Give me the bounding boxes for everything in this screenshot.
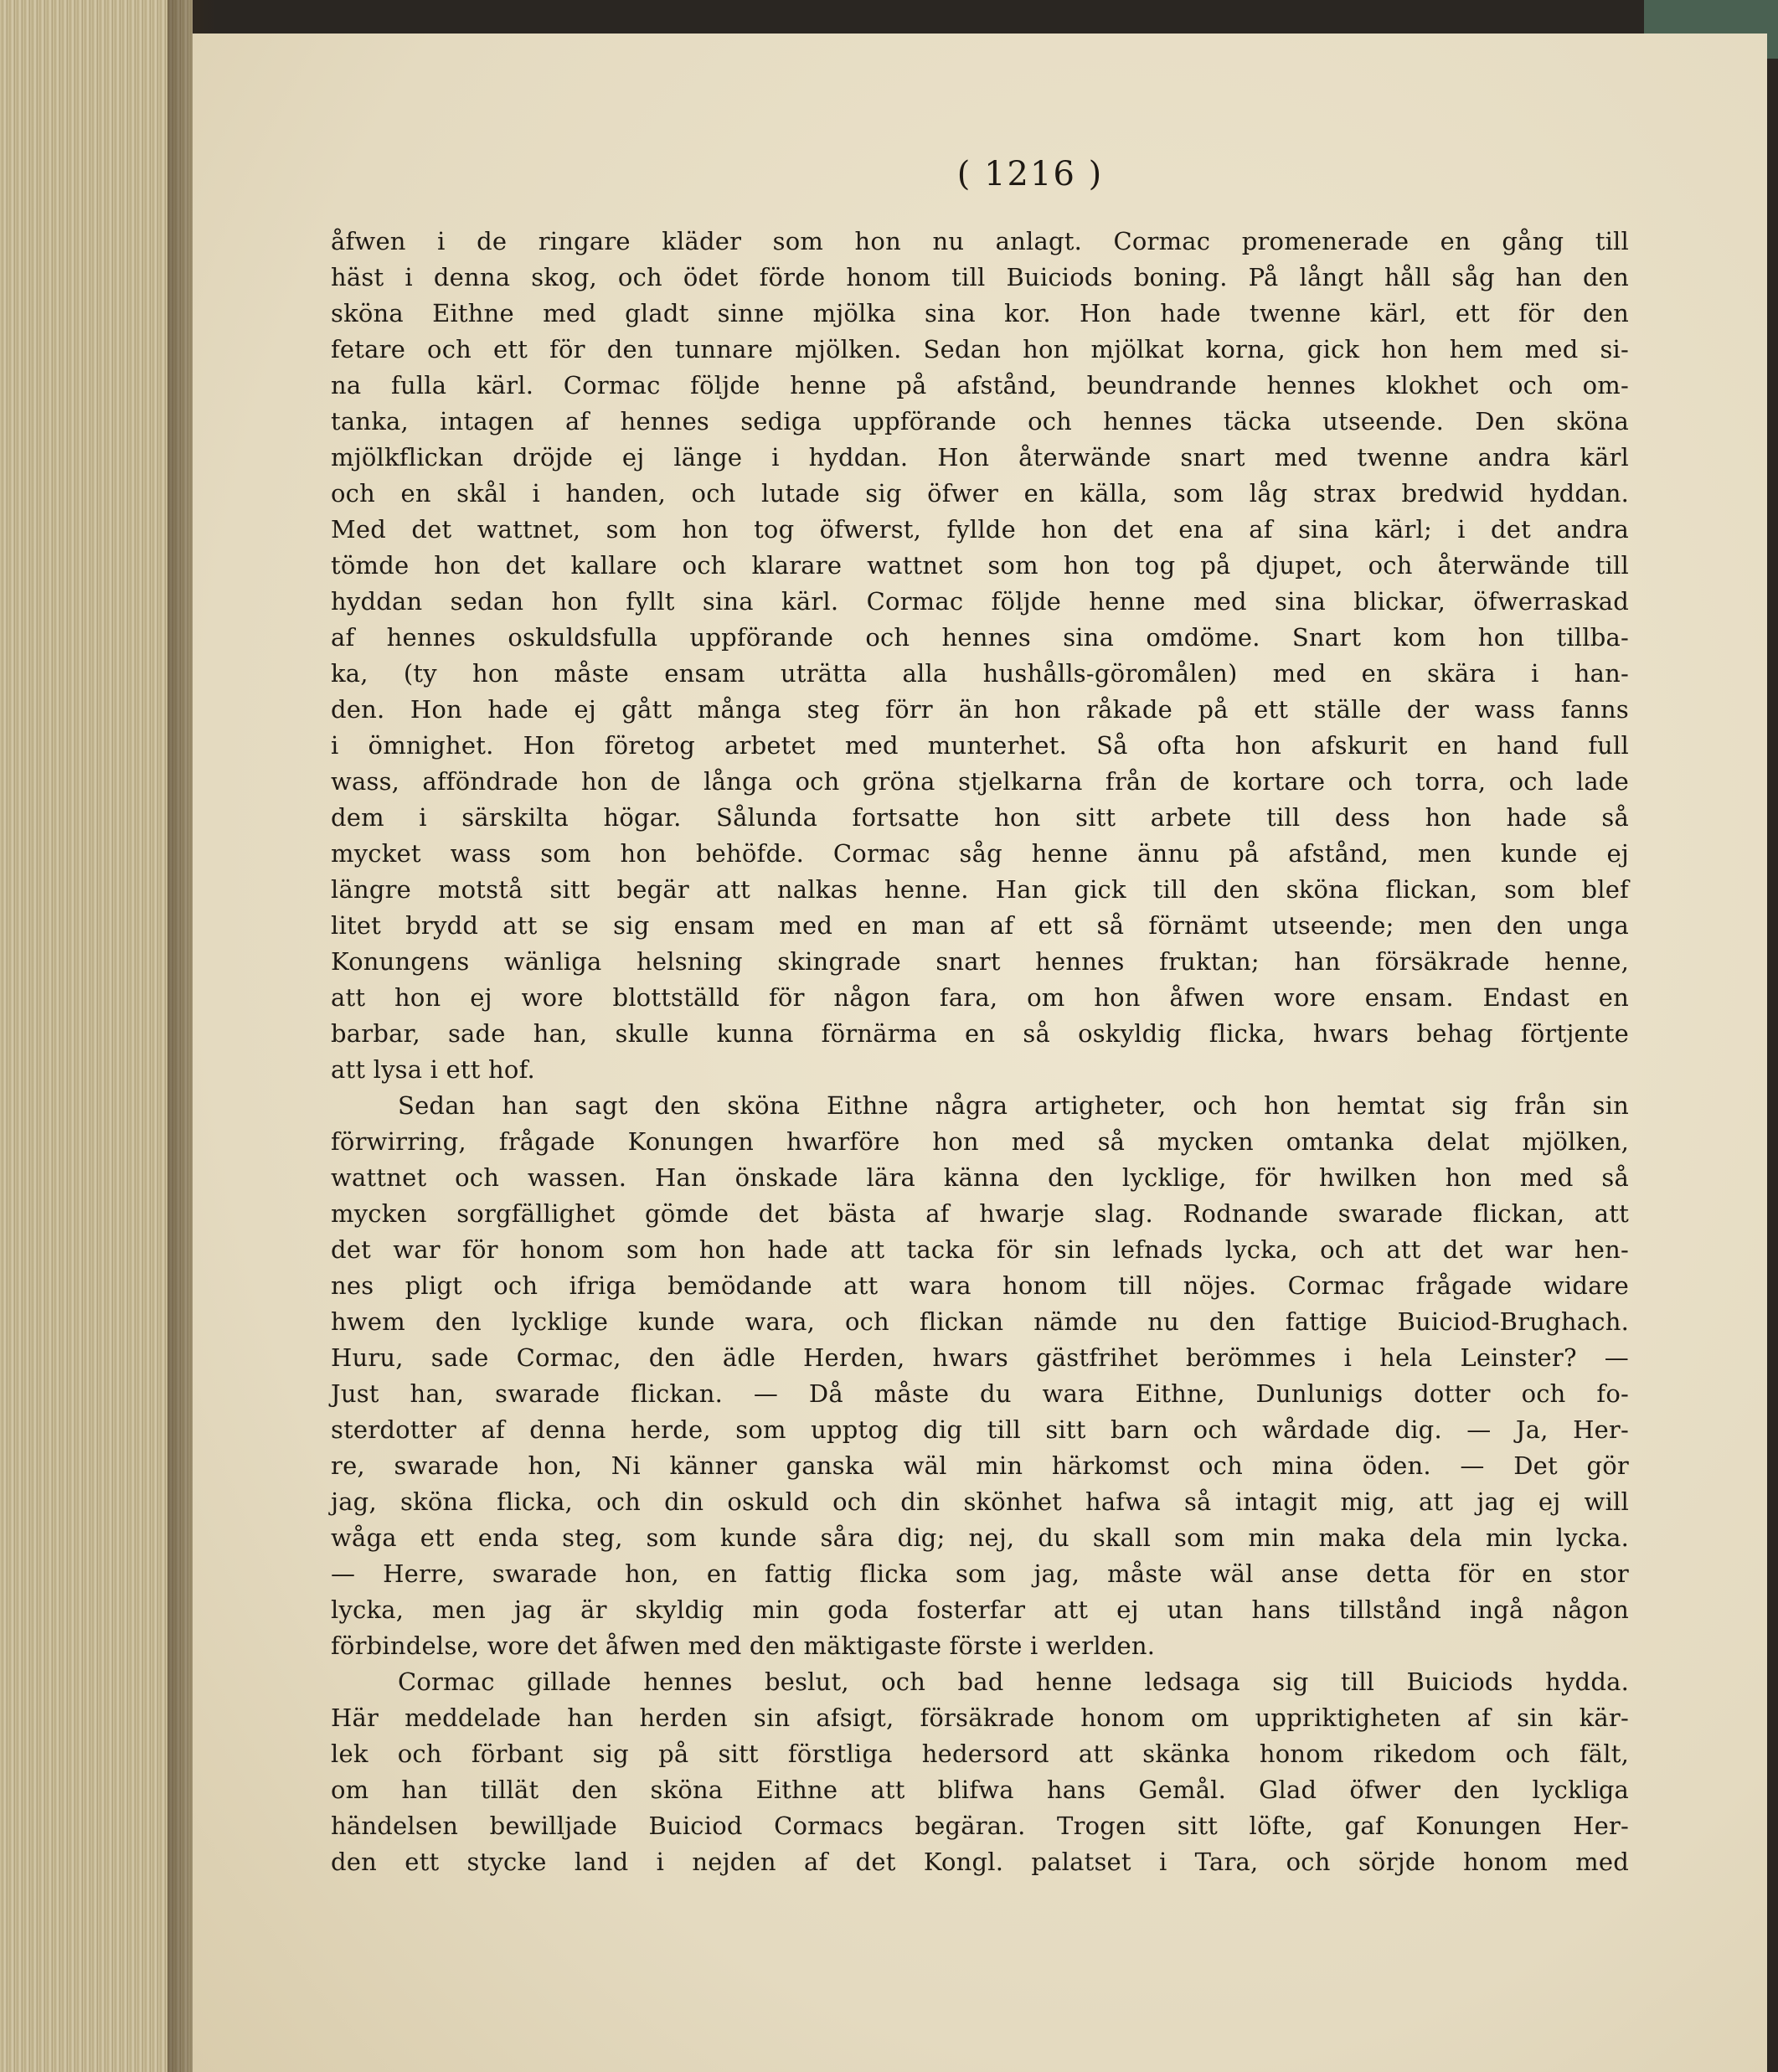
text-line: tömde hon det kallare och klarare wattnet som hon tog på djupet, och återwände till — [331, 551, 1629, 580]
text-line: händelsen bewilljade Buiciod Cormacs begäran. Trogen sitt löfte, gaf Konungen Her- — [331, 1812, 1629, 1840]
page-content — [331, 155, 1629, 1880]
text-line: hyddan sedan hon fyllt sina kärl. Cormac följde henne med sina blickar, öfwerraskad — [331, 587, 1629, 616]
text-line: förbindelse, wore det åfwen med den mäktigaste förste i werlden. — [331, 1631, 1156, 1660]
text-line: mjölkflickan dröjde ej länge i hyddan. Hon återwände snart med twenne andra kärl — [331, 443, 1629, 472]
text-line: förwirring, frågade Konungen hwarföre hon med så mycken omtanka delat mjölken, — [331, 1127, 1629, 1156]
text-line: den ett stycke land i nejden af det Kongl. palatset i Tara, och sörjde honom med — [331, 1848, 1629, 1876]
text-line: — Herre, swarade hon, en fattig flicka som jag, måste wäl anse detta för en stor — [331, 1559, 1629, 1588]
text-line: om han tillät den sköna Eithne att blifwa hans Gemål. Glad öfwer den lyckliga — [331, 1776, 1629, 1804]
text-line: den. Hon hade ej gått många steg förr än hon råkade på ett ställe der wass fanns — [331, 695, 1629, 724]
text-line: mycken sorgfällighet gömde det bästa af hwarje slag. Rodnande swarade flickan, att — [331, 1199, 1629, 1228]
text-line: i ömnighet. Hon företog arbetet med munterhet. Så ofta hon afskurit en hand full — [331, 731, 1629, 760]
text-line: litet brydd att se sig ensam med en man af ett så förnämt utseende; men den unga — [331, 911, 1629, 940]
text-line: Huru, sade Cormac, den ädle Herden, hwars gästfrihet berömmes i hela Leinster? — — [331, 1343, 1629, 1372]
text-line: det war för honom som hon hade att tacka för sin lefnads lycka, och att det war hen- — [331, 1235, 1629, 1264]
text-line: na fulla kärl. Cormac följde henne på afstånd, beundrande hennes klokhet och om- — [331, 371, 1629, 399]
text-line: ka, (ty hon måste ensam uträtta alla hushålls-göromålen) med en skära i han- — [331, 659, 1629, 688]
text-line: hwem den lycklige kunde wara, och flickan nämde nu den fattige Buiciod-Brughach. — [331, 1307, 1629, 1336]
text-line: wattnet och wassen. Han önskade lära känna den lycklige, för hwilken hon med så — [331, 1163, 1629, 1192]
text-line: mycket wass som hon behöfde. Cormac såg henne ännu på afstånd, men kunde ej — [331, 839, 1629, 868]
text-line: att lysa i ett hof. — [331, 1055, 535, 1084]
text-line: dem i särskilta högar. Sålunda fortsatte hon sitt arbete till dess hon hade så — [331, 803, 1629, 832]
text-line: re, swarade hon, Ni känner ganska wäl min härkomst och mina öden. — Det gör — [331, 1451, 1629, 1480]
page-number: ( 1216 ) — [956, 155, 1104, 193]
text-line: Cormac gillade hennes beslut, och bad henne ledsaga sig till Buiciods hydda. — [398, 1667, 1629, 1696]
text-line: lycka, men jag är skyldig min goda fosterfar att ej utan hans tillstånd ingå någon — [331, 1595, 1629, 1624]
text-line: Sedan han sagt den sköna Eithne några artigheter, och hon hemtat sig från sin — [398, 1091, 1629, 1120]
text-line: jag, sköna flicka, och din oskuld och din skönhet hafwa så intagit mig, att jag ej will — [331, 1487, 1629, 1516]
text-line: åfwen i de ringare kläder som hon nu anlagt. Cormac promenerade en gång till — [331, 227, 1629, 255]
text-line: Här meddelade han herden sin afsigt, försäkrade honom om uppriktigheten af sin kär- — [331, 1703, 1629, 1732]
text-line: af hennes oskuldsfulla uppförande och hennes sina omdöme. Snart kom hon tillba- — [331, 623, 1629, 652]
text-line: wåga ett enda steg, som kunde såra dig; nej, du skall som min maka dela min lycka. — [331, 1523, 1629, 1552]
text-line: Konungens wänliga helsning skingrade snart hennes fruktan; han försäkrade henne, — [331, 947, 1629, 976]
text-line: fetare och ett för den tunnare mjölken. Sedan hon mjölkat korna, gick hon hem med si- — [331, 335, 1629, 363]
text-line: att hon ej wore blottställd för någon fara, om hon åfwen wore ensam. Endast en — [331, 983, 1629, 1012]
text-line: tanka, intagen af hennes sediga uppförande och hennes täcka utseende. Den sköna — [331, 407, 1629, 436]
text-line: Med det wattnet, som hon tog öfwerst, fyllde hon det ena af sina kärl; i det andra — [331, 515, 1629, 544]
book-page-edges — [0, 0, 193, 2072]
text-line: Just han, swarade flickan. — Då måste du wara Eithne, Dunlunigs dotter och fo- — [331, 1379, 1629, 1408]
book-page — [193, 34, 1767, 2072]
body-text — [331, 224, 1629, 1880]
text-line: lek och förbant sig på sitt förstliga hedersord att skänka honom rikedom och fält, — [331, 1740, 1629, 1768]
text-line: sterdotter af denna herde, som upptog dig till sitt barn och wårdade dig. — Ja, Her- — [331, 1415, 1629, 1444]
text-line: längre motstå sitt begär att nalkas henne. Han gick till den sköna flickan, som blef — [331, 875, 1629, 904]
text-line: barbar, sade han, skulle kunna förnärma en så oskyldig flicka, hwars behag förtjente — [331, 1019, 1629, 1048]
text-line: och en skål i handen, och lutade sig öfwer en källa, som låg strax bredwid hyddan. — [331, 479, 1629, 508]
text-line: wass, afföndrade hon de långa och gröna stjelkarna från de kortare och torra, och lade — [331, 767, 1629, 796]
text-line: nes pligt och ifriga bemödande att wara honom till nöjes. Cormac frågade widare — [331, 1271, 1629, 1300]
text-line: sköna Eithne med gladt sinne mjölka sina kor. Hon hade twenne kärl, ett för den — [331, 299, 1629, 327]
text-line: häst i denna skog, och ödet förde honom till Buiciods boning. På långt håll såg han den — [331, 263, 1629, 291]
